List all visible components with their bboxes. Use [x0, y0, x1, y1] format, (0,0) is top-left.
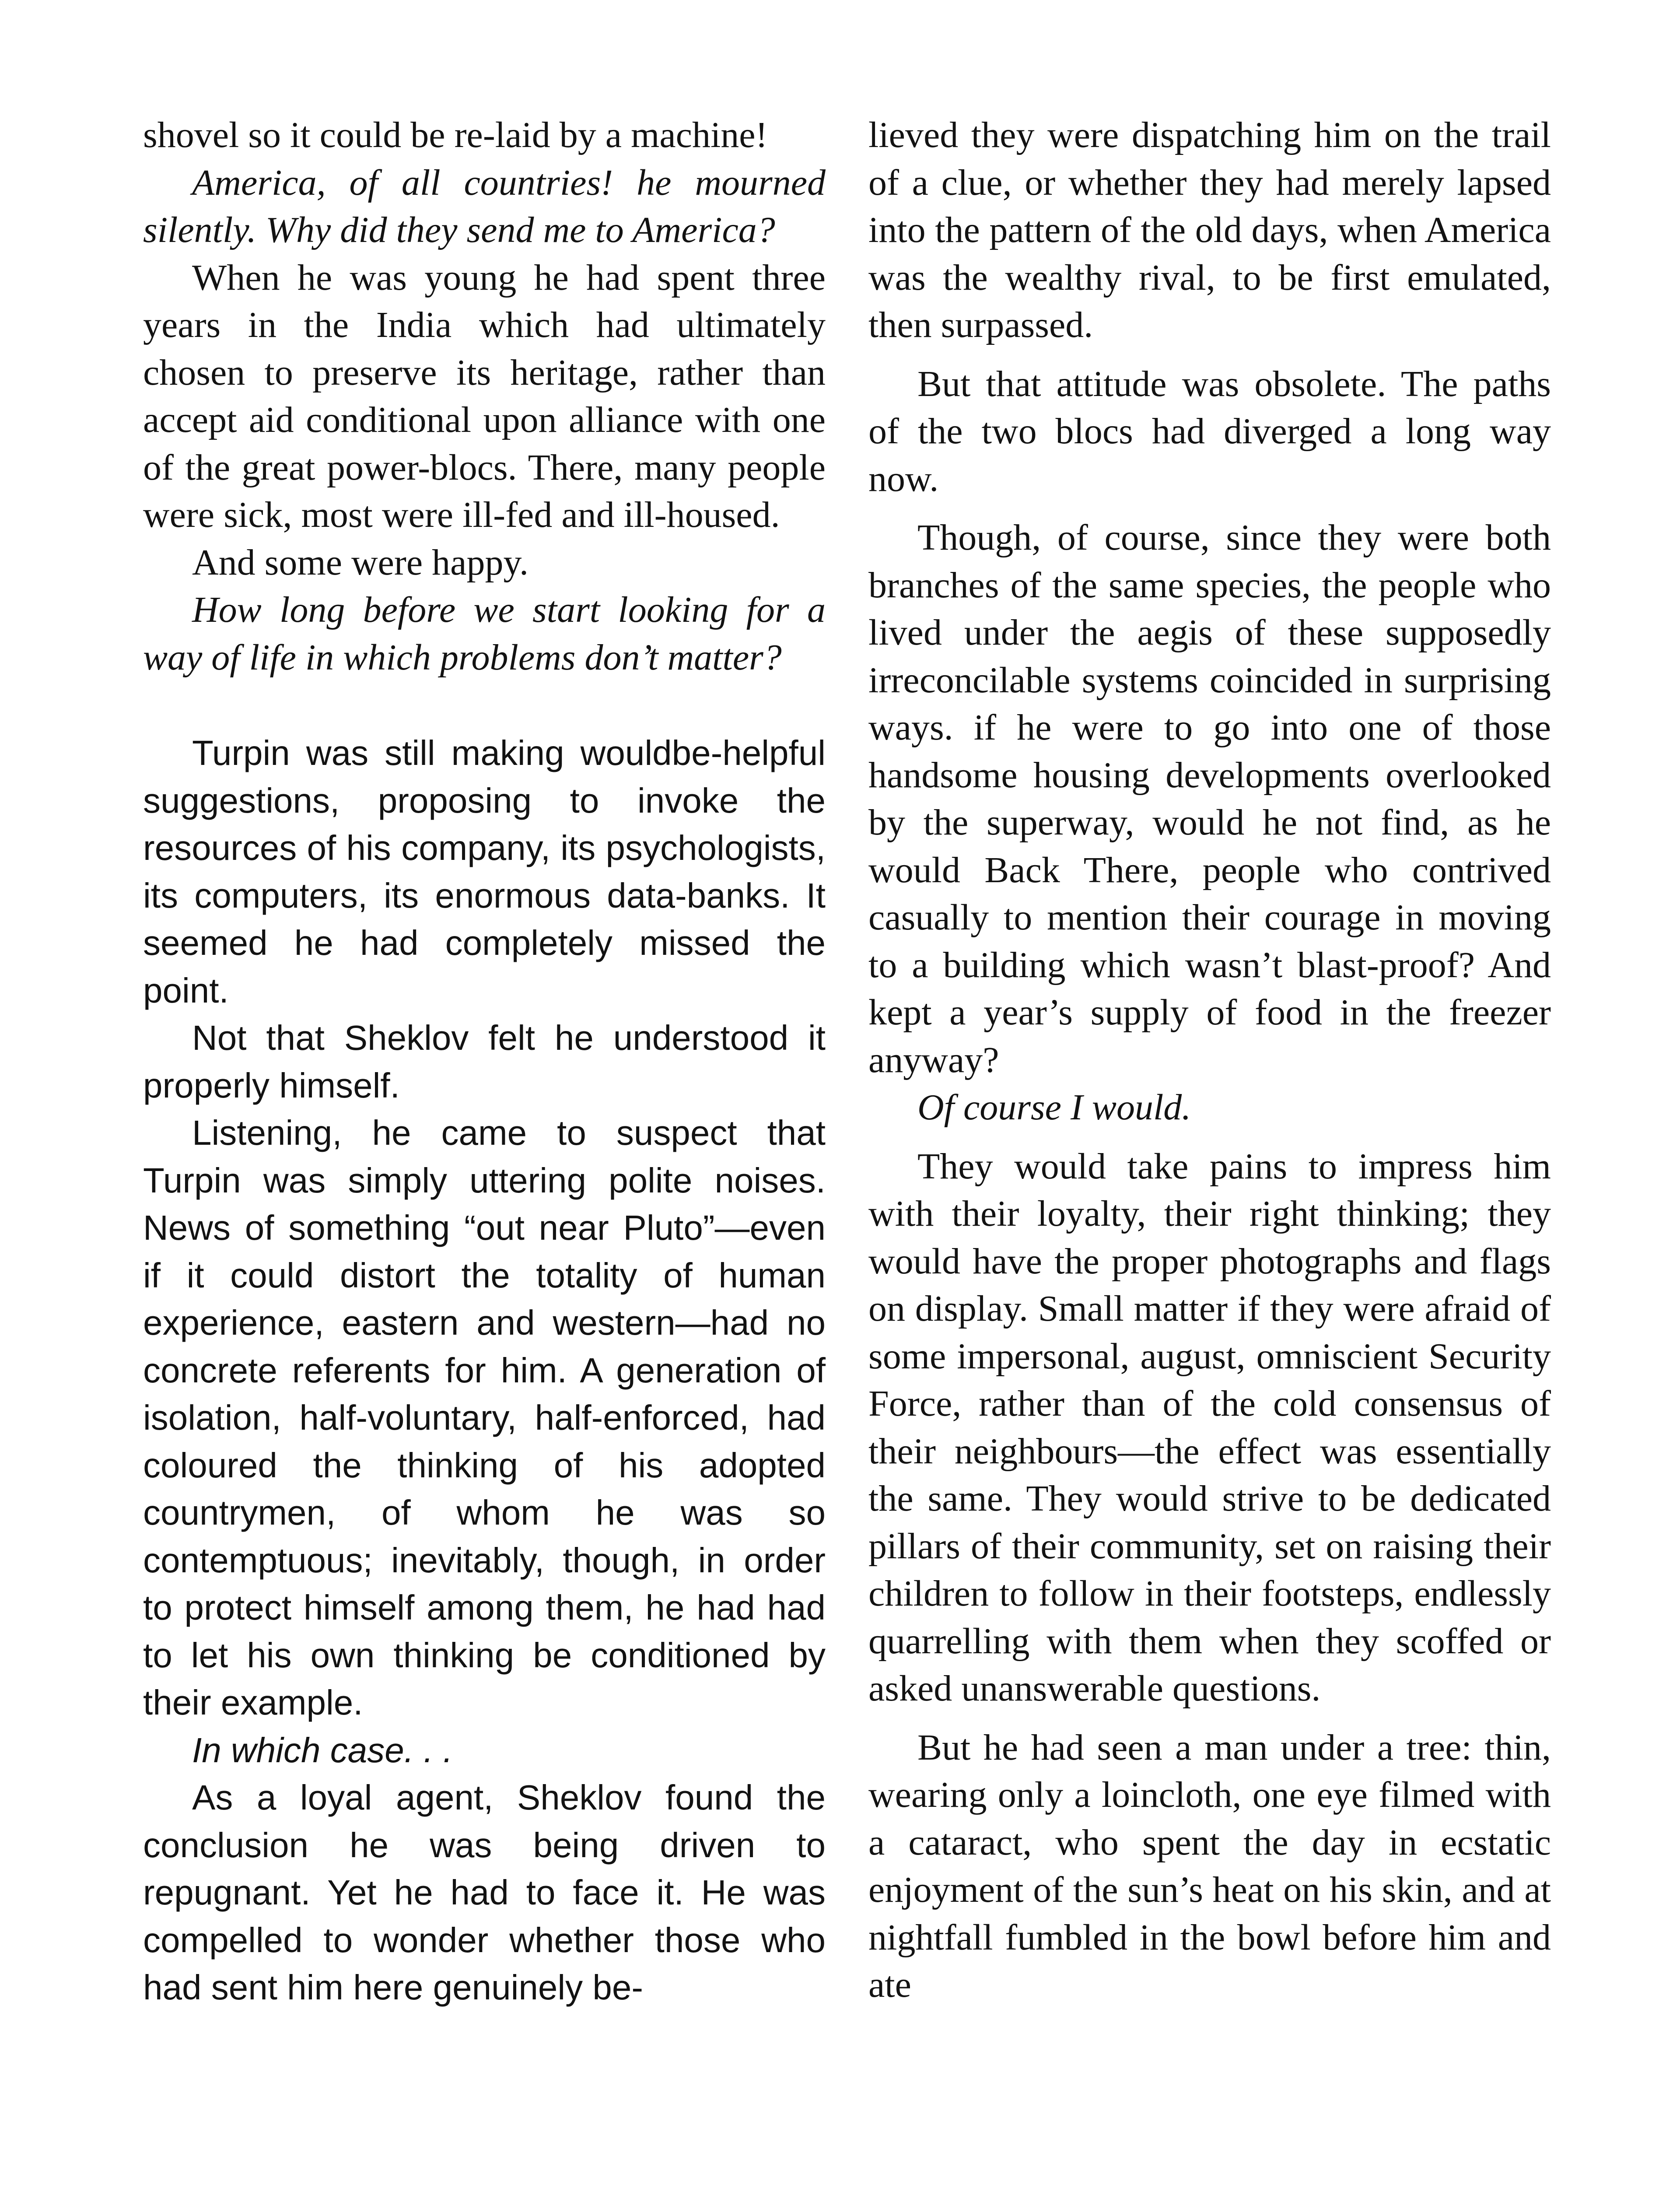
- paragraph: Listening, he came to suspect that Turpin was simply uttering polite noises. News of something “out near Pluto”—even if it could distort the totality of human experience, eastern and western—had no concrete referents for him. A generation of isolation, half-voluntary, half-enforced, had coloured the thinking of his adopted countrymen, of whom he was so contemptuous; inevitably, though, in order to protect himself among them, he had had to let his own thinking be conditioned by their example.: [143, 1113, 826, 1722]
- paragraph: As a loyal agent, Sheklov found the conclusion he was being driven to repugnant. Yet he had to face it. He was compelled to wonder whether those who had sent him here genuinely be-: [143, 1778, 826, 2007]
- left-text-column: [143, 112, 826, 2012]
- paragraph: lieved they were dispatching him on the trail of a clue, or whether they had merely lapsed into the pattern of the old days, when America was the wealthy rival, to be first emulated, then surpassed.: [868, 115, 1551, 345]
- paragraph: They would take pains to impress him with their loyalty, their right thinking; they would have the proper photographs and flags on display. Small matter if they were afraid of some impersonal, august, omniscient Security Force, rather than of the cold consensus of their neighbours—the effect was essentially the same. They would strive to be dedicated pillars of their community, set on raising their children to follow in their footsteps, endlessly quarrelling with them when they scoffed or asked unanswerable questions.: [868, 1146, 1551, 1709]
- paragraph: shovel so it could be re-laid by a machine!: [143, 115, 768, 155]
- right-text-column: [868, 112, 1551, 2009]
- paragraph: But that attitude was obsolete. The paths of the two blocs had diverged a long way now.: [868, 363, 1551, 499]
- paragraph: But he had seen a man under a tree: thin, wearing only a loincloth, one eye filmed with a cataract, who spent the day in ecstatic enjoyment of the sun’s heat on his skin, and at nightfall fumbled in the bowl before him and ate: [868, 1727, 1551, 2005]
- paragraph: When he was young he had spent three years in the India which had ultimately chosen to preserve its heritage, rather than accept aid conditional upon alliance with one of the great power-blocs. There, many people were sick, most were ill-fed and ill-housed.: [143, 257, 826, 535]
- italic-thought: In which case. . .: [192, 1730, 453, 1770]
- paragraph: And some were happy.: [192, 542, 529, 583]
- paragraph: Turpin was still making wouldbe-helpful suggestions, proposing to invoke the resources of his company, its psychologists, its computers, its enormous data-banks. It seemed he had completely missed the point.: [143, 733, 826, 1010]
- paragraph: Though, of course, since they were both branches of the same species, the people who lived under the aegis of these supposedly irreconcilable systems coincided in surprising ways. if he were to go into one of those handsome housing developments overlooked by the superway, would he not find, as he would Back There, people who contrived casually to mention their courage in moving to a building which wasn’t blast-proof? And kept a year’s supply of food in the freezer anyway?: [868, 517, 1551, 1080]
- italic-thought: America, of all countries! he mourned silently. Why did they send me to America?: [143, 162, 826, 250]
- italic-thought: How long before we start looking for a way of life in which problems don’t matter?: [143, 589, 826, 678]
- paragraph: Not that Sheklov felt he understood it properly himself.: [143, 1018, 826, 1105]
- italic-thought: Of course I would.: [917, 1087, 1191, 1128]
